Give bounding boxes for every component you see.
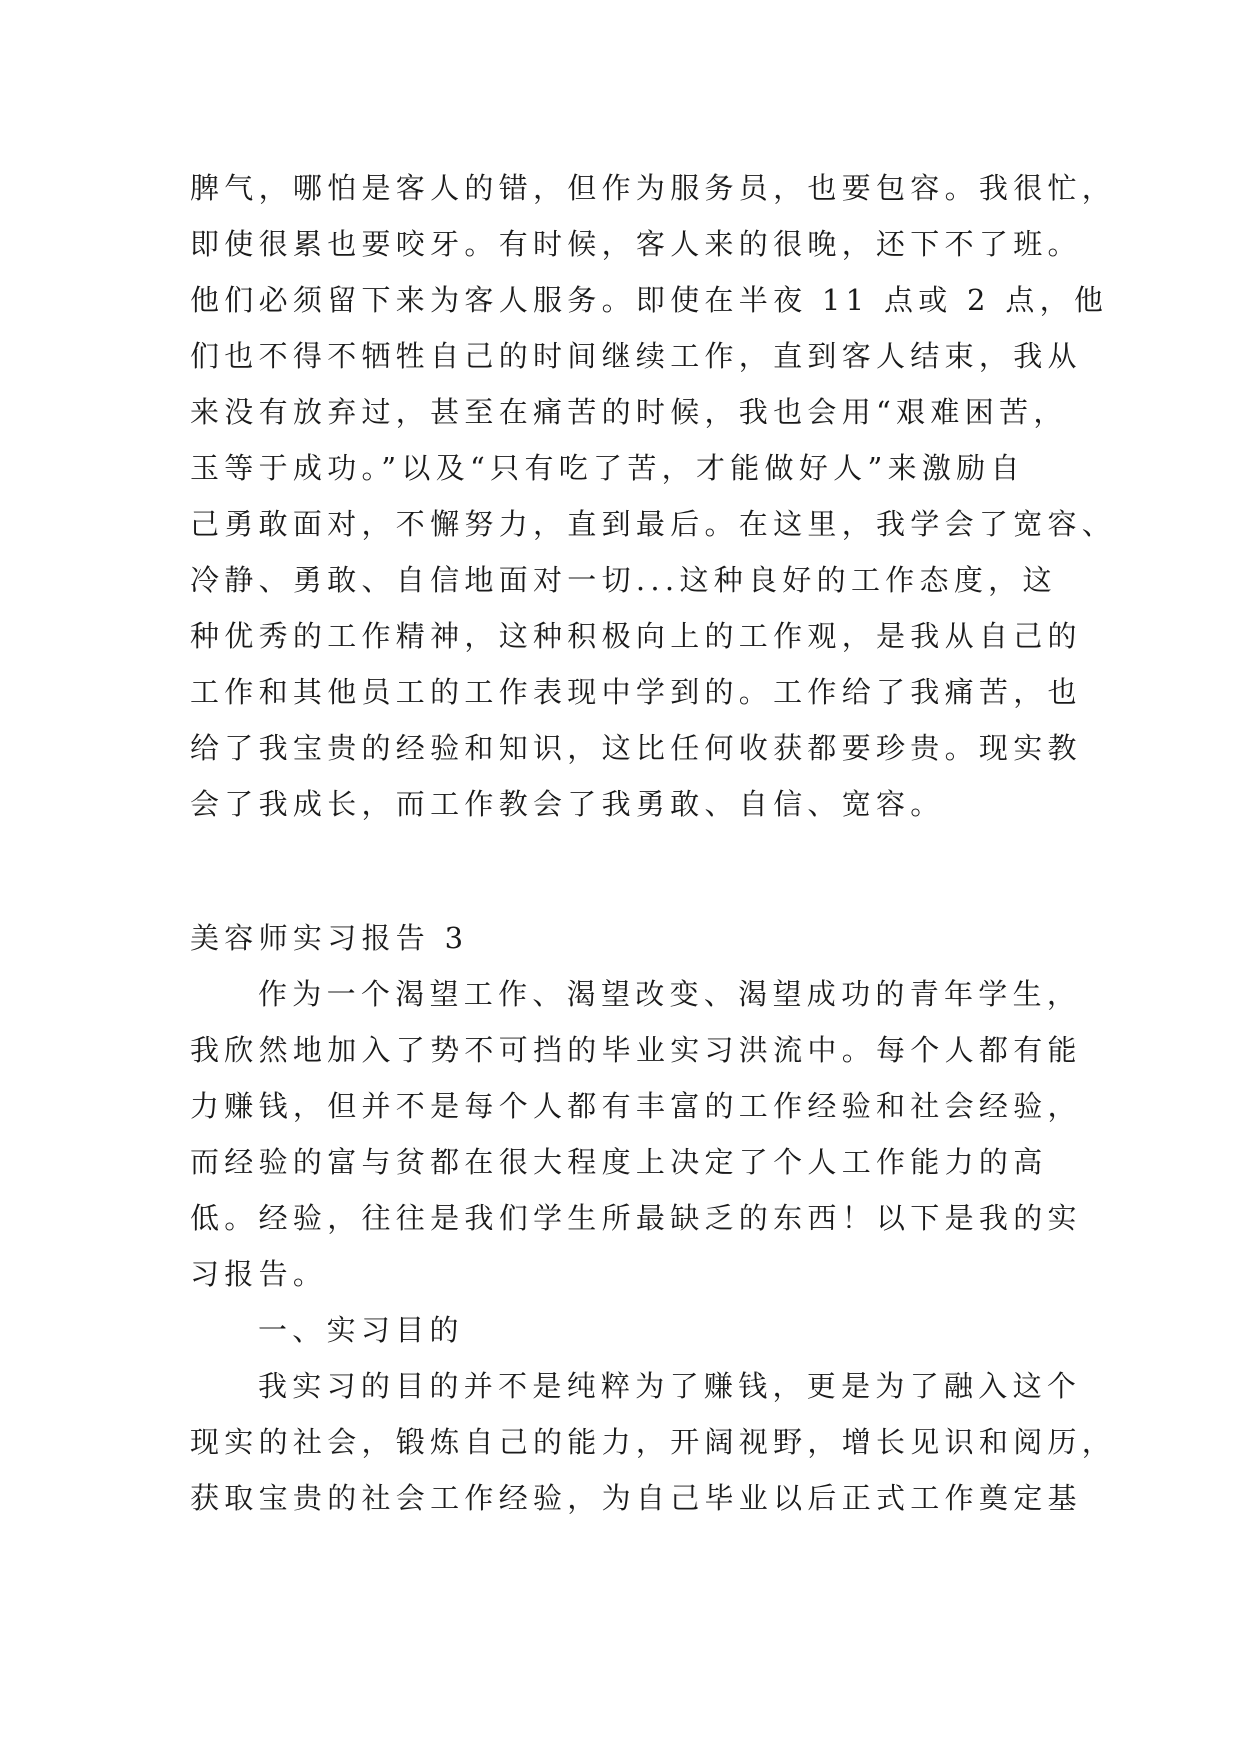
paragraph-continued [190,160,1117,832]
report-body [190,966,1117,1526]
text-line: 即使很累也要咬牙。有时候，客人来的很晚，还下不了班。 [190,227,1082,261]
text-line: 冷静、勇敢、自信地面对一切...这种良好的工作态度，这 [190,563,1057,597]
section-title-block [190,910,1070,966]
text-line: 给了我宝贵的经验和知识，这比任何收获都要珍贵。现实教 [190,731,1082,765]
text-line: 他们必须留下来为客人服务。即使在半夜 11 点或 2 点，他 [190,283,1109,317]
text-line: 作为一个渴望工作、渴望改变、渴望成功的青年学生， [258,977,1082,1011]
text-line: 种优秀的工作精神，这种积极向上的工作观，是我从自己的 [190,619,1082,653]
text-line: 来没有放弃过，甚至在痛苦的时候，我也会用“艰难困苦， [190,395,1068,429]
text-line: 工作和其他员工的工作表现中学到的。工作给了我痛苦，也 [190,675,1082,709]
text-line: 己勇敢面对，不懈努力，直到最后。在这里，我学会了宽容、 [190,507,1117,541]
text-line: 而经验的富与贫都在很大程度上决定了个人工作能力的高 [190,1145,1048,1179]
heading-purpose: 一、实习目的 [258,1313,464,1347]
text-line: 现实的社会，锻炼自己的能力，开阔视野，增长见识和阅历， [190,1425,1117,1459]
text-line: 习报告。 [190,1257,328,1291]
text-line: 会了我成长，而工作教会了我勇敢、自信、宽容。 [190,787,945,821]
text-line: 获取宝贵的社会工作经验，为自己毕业以后正式工作奠定基 [190,1481,1082,1515]
section-title: 美容师实习报告 3 [190,921,469,955]
text-line: 玉等于成功。”以及“只有吃了苦，才能做好人”来激励自 [190,451,1025,485]
text-line: 我实习的目的并不是纯粹为了赚钱，更是为了融入这个 [258,1369,1082,1403]
text-line: 低。经验，往往是我们学生所最缺乏的东西！以下是我的实 [190,1201,1082,1235]
text-line: 我欣然地加入了势不可挡的毕业实习洪流中。每个人都有能 [190,1033,1082,1067]
text-line: 脾气，哪怕是客人的错，但作为服务员，也要包容。我很忙， [190,171,1117,205]
text-line: 力赚钱，但并不是每个人都有丰富的工作经验和社会经验， [190,1089,1082,1123]
text-line: 们也不得不牺牲自己的时间继续工作，直到客人结束，我从 [190,339,1082,373]
